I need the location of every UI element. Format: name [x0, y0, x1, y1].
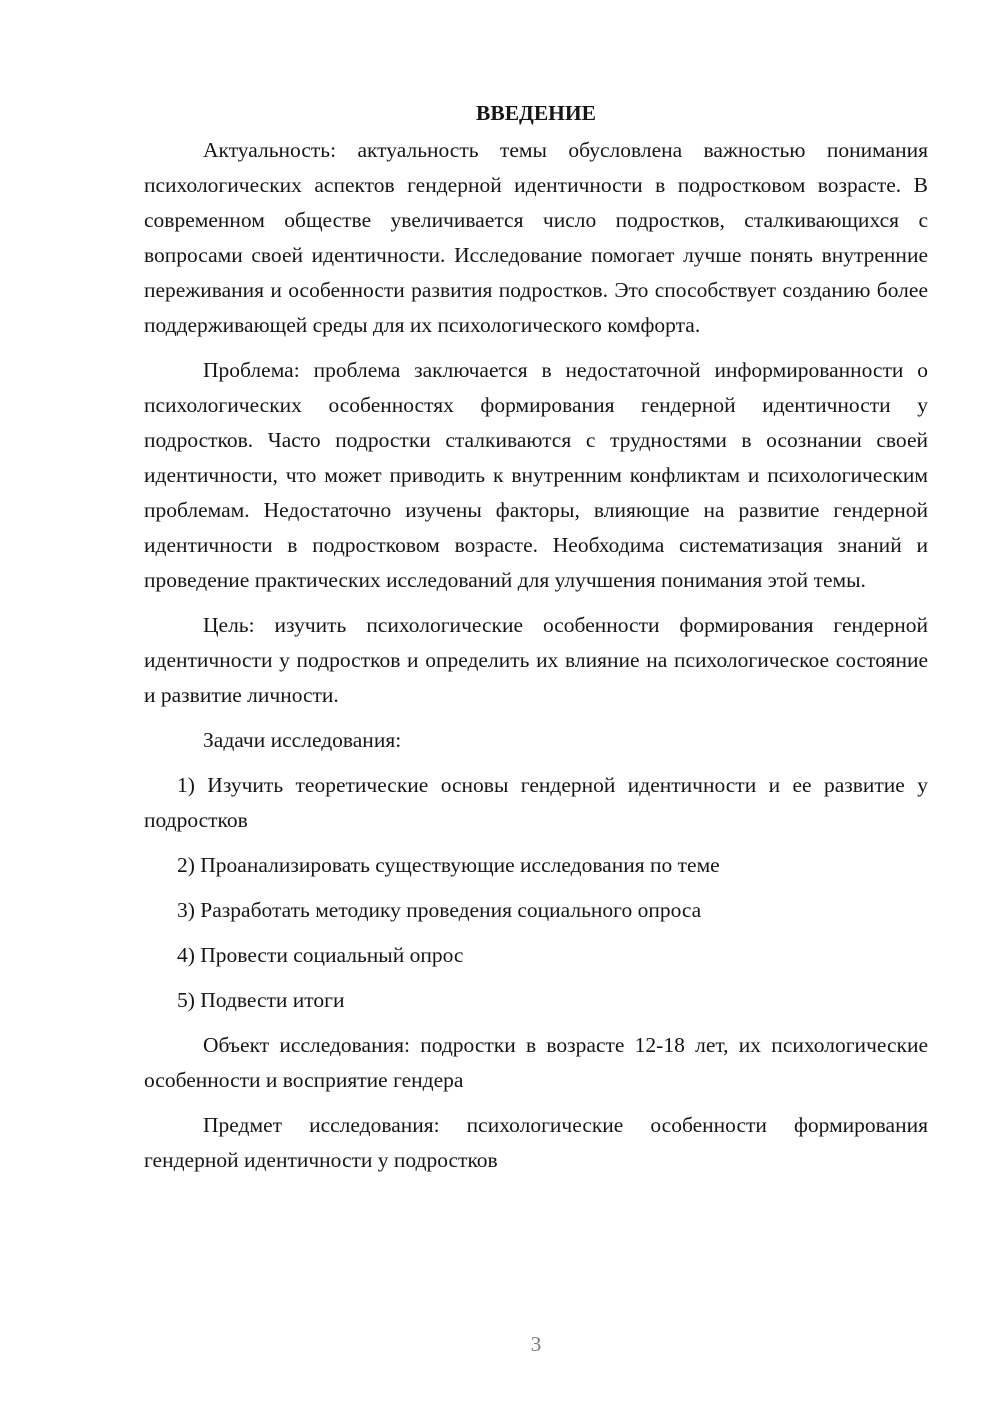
paragraph-problem: Проблема: проблема заключается в недостаточной информированности о психологических особенностях формирования гендерной идентичности у подростков. Часто подростки сталкиваются с трудностями в осознании своей идентичности, что может приводить к внутренним конфликтам и психологическим проблемам. Недостаточно изучены факторы, влияющие на развитие гендерной идентичности в подростковом возрасте. Необходима систематизация знаний и проведение практических исследований для улучшения понимания этой темы.: [144, 358, 928, 592]
paragraph-subject: Предмет исследования: психологические особенности формирования гендерной идентичности у подростков: [144, 1113, 928, 1172]
paragraph-object: Объект исследования: подростки в возрасте 12-18 лет, их психологические особенности и восприятие гендера: [144, 1033, 928, 1092]
task-item-3: 3) Разработать методику проведения социального опроса: [177, 898, 702, 922]
task-item-4: 4) Провести социальный опрос: [177, 943, 464, 967]
task-item-5: 5) Подвести итоги: [177, 988, 345, 1012]
document-body: [144, 96, 928, 1188]
task-item-1: 1) Изучить теоретические основы гендерной идентичности и ее развитие у подростков: [144, 773, 928, 832]
paragraph-tasks-heading: Задачи исследования:: [203, 728, 402, 752]
task-item-2: 2) Проанализировать существующие исследования по теме: [177, 853, 720, 877]
paragraph-goal: Цель: изучить психологические особенности формирования гендерной идентичности у подростков и определить их влияние на психологическое состояние и развитие личности.: [144, 613, 928, 707]
section-title: ВВЕДЕНИЕ: [476, 101, 596, 125]
page-number: 3: [530, 1332, 542, 1356]
paragraph-relevance: Актуальность: актуальность темы обусловлена важностью понимания психологических аспектов гендерной идентичности в подростковом возрасте. В современном обществе увеличивается число подростков, сталкивающихся с вопросами своей идентичности. Исследование помогает лучше понять внутренние переживания и особенности развития подростков. Это способствует созданию более поддерживающей среды для их психологического комфорта.: [144, 138, 928, 337]
